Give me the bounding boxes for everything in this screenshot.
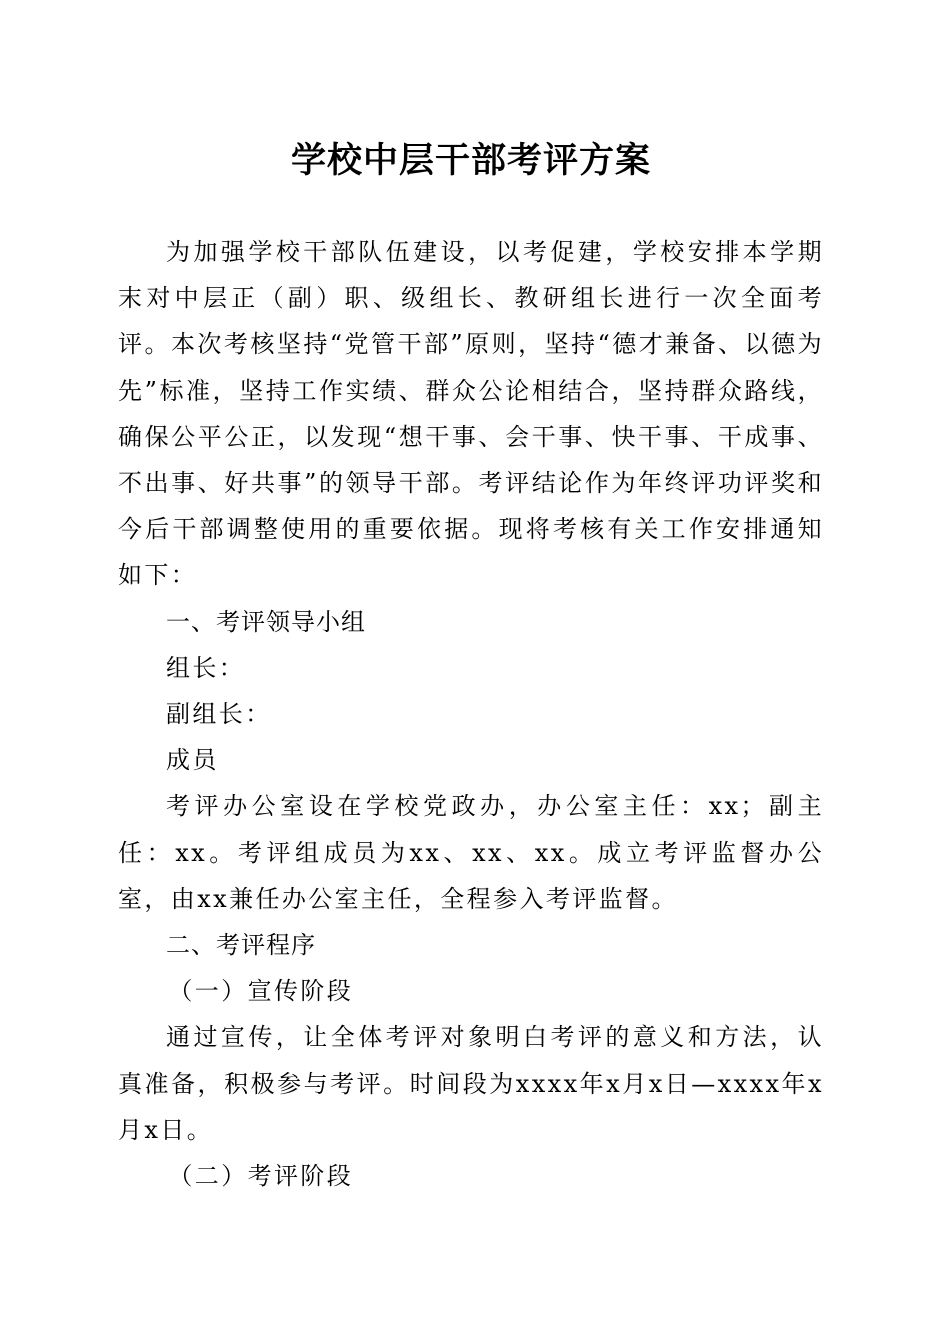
intro-paragraph: 为加强学校干部队伍建设，以考促建，学校安排本学期末对中层正（副）职、级组长、教研组长进行一次全面考评。本次考核坚持“党管干部”原则，坚持“德才兼备、以德为先”标准，坚持工作实绩、群众公论相结合，坚持群众路线，确保公平公正，以发现“想干事、会干事、快干事、干成事、不出事、好共事”的领导干部。考评结论作为年终评功评奖和今后干部调整使用的重要依据。现将考核有关工作安排通知如下： [118,238,824,590]
document-body [118,229,824,1199]
publicity-paragraph: 通过宣传，让全体考评对象明白考评的意义和方法，认真准备，积极参与考评。时间段为xxxx年x月x日—xxxx年x月x日。 [118,1023,824,1144]
members-line: 成员 [166,746,219,775]
group-leader-line: 组长： [166,653,246,682]
document-title: 学校中层干部考评方案 [290,140,651,181]
deputy-leader-line: 副组长： [166,700,272,729]
subsection-heading-evaluation: （二）考评阶段 [168,1162,354,1191]
section-heading-leadership-group: 一、考评领导小组 [166,607,366,636]
office-paragraph: 考评办公室设在学校党政办，办公室主任：xx；副主任：xx。考评组成员为xx、xx、xx。成立考评监督办公室，由xx兼任办公室主任，全程参入考评监督。 [118,792,824,913]
section-heading-procedure: 二、考评程序 [166,931,316,960]
subsection-heading-publicity: （一）宣传阶段 [168,977,354,1006]
